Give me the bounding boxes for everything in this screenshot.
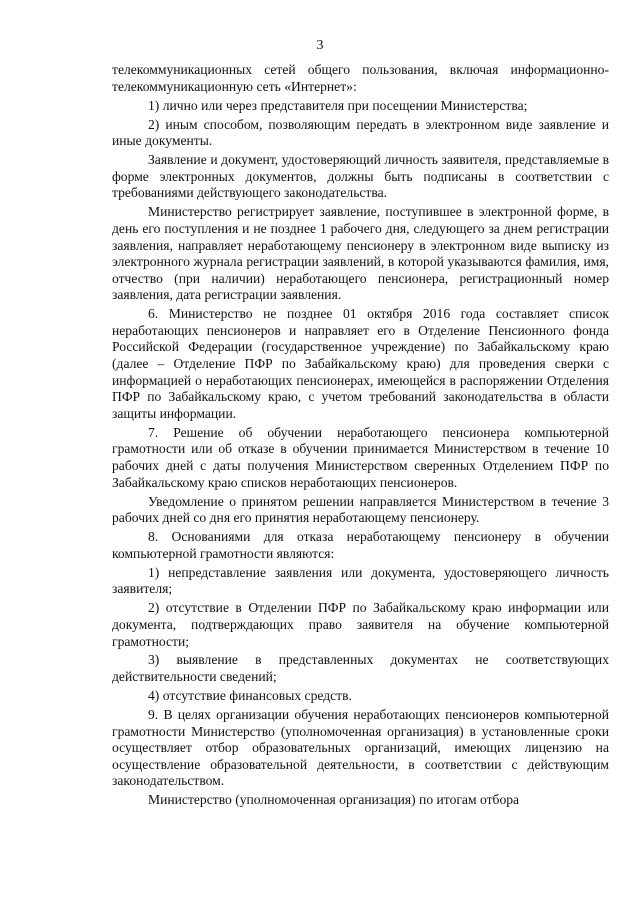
paragraph: 1) лично или через представителя при посещении Министерства;: [148, 97, 528, 113]
paragraph: 9. В целях организации обучения неработающих пенсионеров компьютерной грамотности Министерство (уполномоченная организация) в установленные сроки осуществляет отбор образовательных организаций, имеющих лицензию на осуществление образовательной деятельности, в соответствии с действующим законодательством.: [112, 707, 609, 789]
paragraph: Уведомление о принятом решении направляется Министерством в течение 3 рабочих дней со дня его принятия неработающему пенсионеру.: [112, 493, 609, 526]
paragraph: 7. Решение об обучении неработающего пенсионера компьютерной грамотности или об отказе в обучении принимается Министерством в течение 10 рабочих дней с даты получения Министерством сверенных Отделением ПФР по Забайкальскому краю списков неработающих пенсионеров.: [112, 424, 609, 490]
paragraph: 2) отсутствие в Отделении ПФР по Забайкальскому краю информации или документа, подтверждающих право заявителя на обучение компьютерной грамотности;: [112, 600, 609, 649]
paragraph: телекоммуникационных сетей общего пользования, включая информационно-телекоммуникационную сеть «Интернет»:: [112, 62, 609, 94]
paragraph: 2) иным способом, позволяющим передать в электронном виде заявление и иные документы.: [112, 116, 609, 149]
paragraph: 1) непредставление заявления или документа, удостоверяющего личность заявителя;: [112, 564, 609, 597]
paragraph: 6. Министерство не позднее 01 октября 2016 года составляет список неработающих пенсионеров и направляет его в Отделение Пенсионного фонда Российской Федерации (государственное учреждение) по Забайкальскому краю (далее – Отделение ПФР по Забайкальскому краю) для проведения сверки с информацией о неработающих пенсионерах, имеющейся в распоряжении Отделения ПФР по Забайкальскому краю, с учетом требований законодательства в области защиты информации.: [112, 306, 609, 421]
paragraph: 8. Основаниями для отказа неработающему пенсионеру в обучении компьютерной грамотности являются:: [112, 529, 609, 561]
paragraph: 3) выявление в представленных документах не соответствующих действительности сведений;: [112, 652, 609, 685]
document-body: [112, 62, 609, 811]
paragraph: 4) отсутствие финансовых средств.: [148, 688, 352, 704]
paragraph: Министерство регистрирует заявление, поступившее в электронной форме, в день его поступления и не позднее 1 рабочего дня, следующего за днем регистрации заявления, направляет неработающему пенсионеру в электронном виде выписку из электронного журнала регистрации заявлений, в которой указываются фамилия, имя, отчество (при наличии) неработающего пенсионера, регистрационный номер заявления, дата регистрации заявления.: [112, 204, 609, 303]
paragraph: Заявление и документ, удостоверяющий личность заявителя, представляемые в форме электронных документов, должны быть подписаны в соответствии с требованиями действующего законодательства.: [112, 152, 609, 201]
page-number: 3: [316, 38, 324, 53]
paragraph: Министерство (уполномоченная организация) по итогам отбора: [148, 792, 520, 808]
